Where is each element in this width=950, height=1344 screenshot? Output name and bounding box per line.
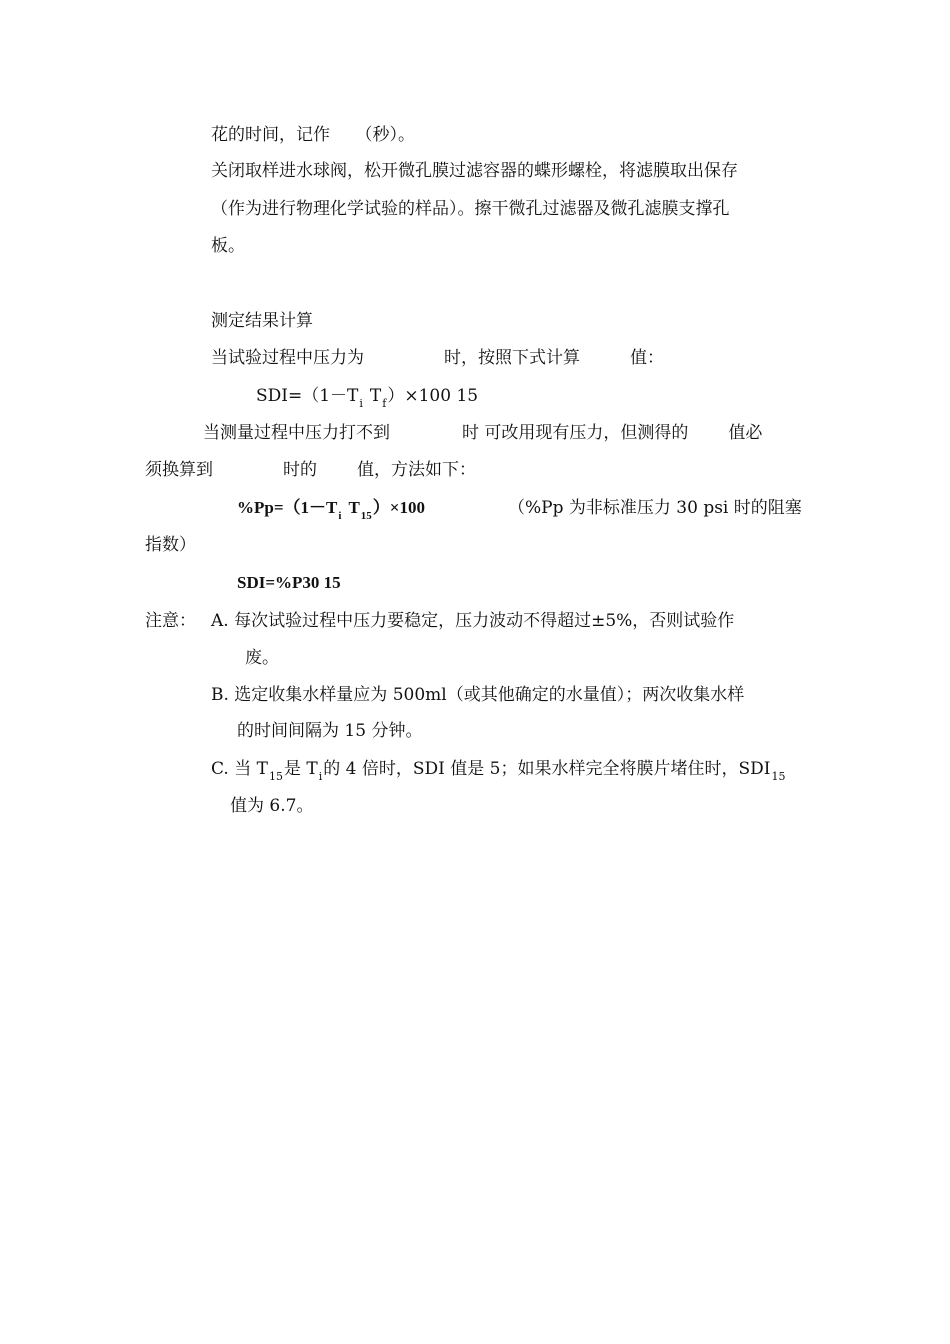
text-line: 板。 xyxy=(211,236,245,256)
note-item-c xyxy=(211,758,786,782)
formula-part: ）×100 15 xyxy=(387,386,479,406)
text-segment: 须换算到 xyxy=(145,460,213,480)
text-line xyxy=(145,459,476,481)
text-line xyxy=(211,347,664,369)
formula-sdi xyxy=(256,385,478,409)
text-line xyxy=(203,422,762,444)
formula-part: %Pp=（1－T xyxy=(237,498,338,517)
text-line: （作为进行物理化学试验的样品）。擦干微孔过滤器及微孔滤膜支撑孔 xyxy=(211,199,730,219)
formula-subscript: 15 xyxy=(360,510,372,522)
text-segment: 值： xyxy=(630,348,664,368)
text-segment: 值，方法如下： xyxy=(357,460,476,480)
note-item-c-cont: 值为 6.7。 xyxy=(230,796,314,816)
text-segment: 当测量过程中压力打不到 xyxy=(203,423,390,443)
text-segment: 是 T xyxy=(283,759,318,779)
note-item-a: A. 每次试验过程中压力要稳定，压力波动不得超过±5%，否则试验作 xyxy=(211,611,735,631)
note-item-a-cont: 废。 xyxy=(245,648,279,668)
text-subscript: 15 xyxy=(771,770,786,783)
formula-note: （%Pp 为非标准压力 30 psi 时的阻塞 xyxy=(508,498,802,518)
text-segment: 当试验过程中压力为 xyxy=(211,348,364,368)
text-subscript: 15 xyxy=(268,770,283,783)
text-line: 花的时间，记作 （秒）。 xyxy=(211,125,415,145)
text-line: 关闭取样进水球阀，松开微孔膜过滤容器的蝶形螺栓，将滤膜取出保存 xyxy=(211,161,738,181)
formula-subscript: i xyxy=(359,397,363,410)
text-segment: C. 当 T xyxy=(211,759,268,779)
formula-subscript: i xyxy=(338,510,342,522)
formula-part: ）×100 xyxy=(372,498,425,517)
formula-part: T xyxy=(369,386,382,406)
note-label: 注意： xyxy=(145,611,196,631)
text-segment: 时的 xyxy=(283,460,317,480)
formula-subscript: f xyxy=(382,397,387,410)
text-segment: 的 4 倍时，SDI 值是 5；如果水样完全将膜片堵住时，SDI xyxy=(323,759,771,779)
text-line: 指数） xyxy=(145,535,196,555)
note-item-b-cont: 的时间间隔为 15 分钟。 xyxy=(237,721,423,741)
text-segment: 时，按照下式计算 xyxy=(444,348,580,368)
formula-sdi-conversion: SDI=%P30 15 xyxy=(237,573,341,592)
text-subscript: i xyxy=(318,770,323,783)
section-heading: 测定结果计算 xyxy=(211,311,313,331)
formula-part: SDI=（1－T xyxy=(256,386,359,406)
formula-pp xyxy=(237,497,425,521)
text-segment: 时 可改用现有压力，但测得的 xyxy=(462,423,689,443)
note-item-b: B. 选定收集水样量应为 500ml（或其他确定的水量值）；两次收集水样 xyxy=(211,685,745,705)
text-segment: 值必 xyxy=(728,423,763,443)
formula-part: T xyxy=(348,498,360,517)
